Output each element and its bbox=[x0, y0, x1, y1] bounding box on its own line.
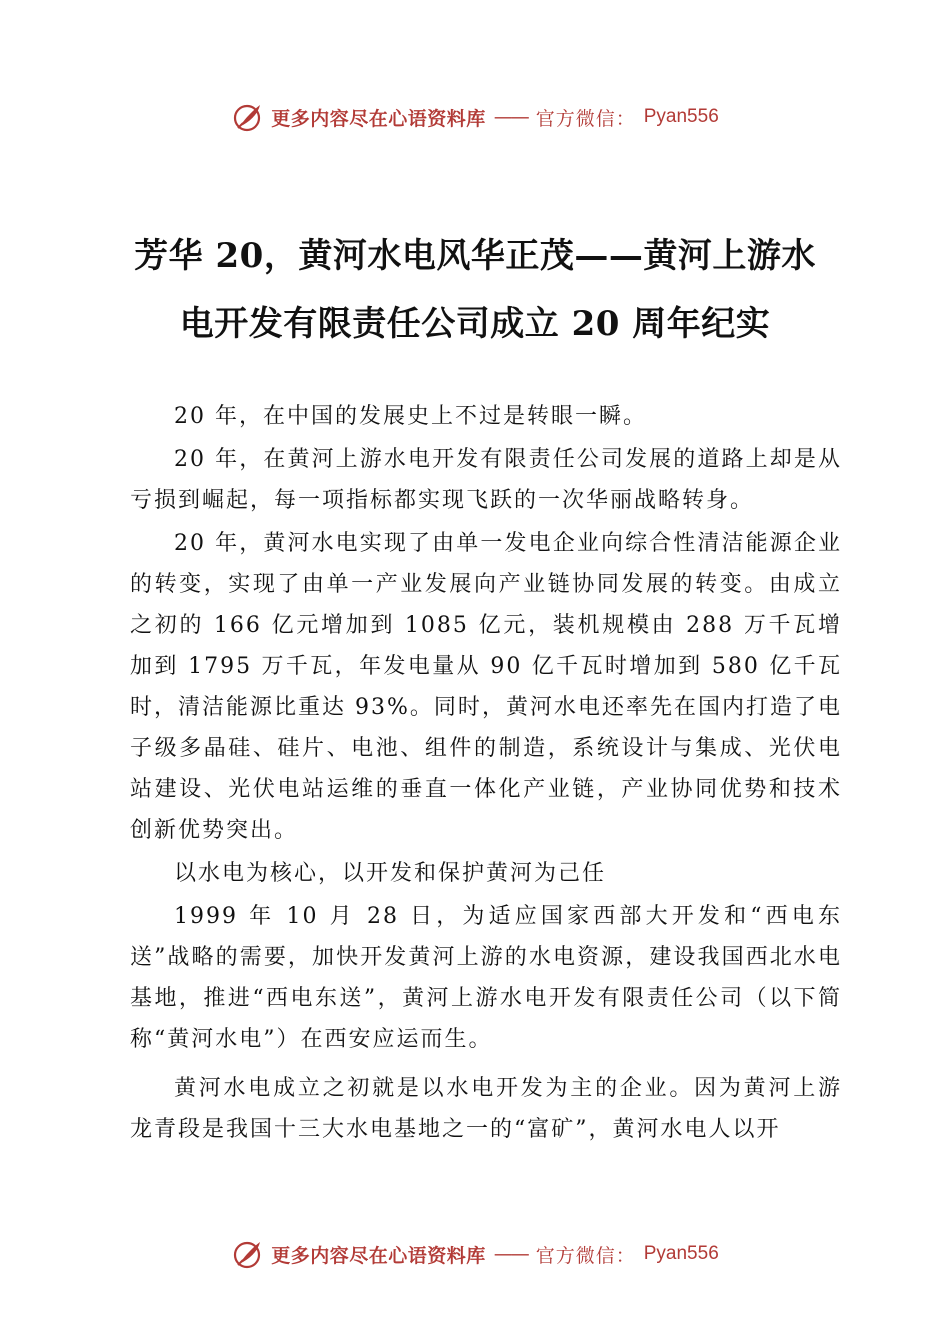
banner-brand: 更多内容尽在心语资料库 bbox=[271, 1244, 486, 1267]
quill-logo-icon bbox=[231, 1238, 263, 1270]
section-heading: 以水电为核心，以开发和保护黄河为己任 bbox=[174, 861, 607, 886]
article-title bbox=[110, 222, 840, 358]
banner-wechat-label: 官方微信： bbox=[535, 107, 636, 130]
paragraph: 20 年，黄河水电实现了由单一发电企业向综合性清洁能源企业的转变，实现了由单一产业发展向产业链协同发展的转变。由成立之初的 166 亿元增加到 1085 亿元，装机规模由 288 万千瓦增加到 1795 万千瓦，年发电量从 90 亿千瓦时增加到 580 亿千瓦时，清洁能源比重达 93%。同时，黄河水电还率先在国内打造了电子级多晶硅、硅片、电池、组件的制造，系统设计与集成、光伏电站建设、光伏电站运维的垂直一体化产业链，产业协同优势和技术创新优势突出。 bbox=[130, 531, 842, 843]
paragraph: 1999 年 10 月 28 日，为适应国家西部大开发和“西电东送”战略的需要，加快开发黄河上游的水电资源，建设我国西北水电基地，推进“西电东送”，黄河上游水电开发有限责任公司（以下简称“黄河水电”）在西安应运而生。 bbox=[130, 904, 842, 1052]
banner-wechat-label: 官方微信： bbox=[535, 1244, 636, 1267]
banner-dash: —— bbox=[493, 106, 528, 128]
quill-logo-icon bbox=[231, 101, 263, 133]
paragraph: 20 年，在黄河上游水电开发有限责任公司发展的道路上却是从亏损到崛起，每一项指标都实现飞跃的一次华丽战略转身。 bbox=[130, 447, 842, 513]
title-line-2: 电开发有限责任公司成立 20 周年纪实 bbox=[179, 304, 771, 344]
paragraph: 黄河水电成立之初就是以水电开发为主的企业。因为黄河上游龙青段是我国十三大水电基地之一的“富矿”，黄河水电人以开 bbox=[130, 1076, 842, 1142]
banner-wechat-id: Pyan556 bbox=[643, 1243, 719, 1264]
header-banner bbox=[0, 95, 950, 139]
article-body bbox=[130, 396, 842, 1150]
footer-banner bbox=[0, 1232, 950, 1276]
banner-brand: 更多内容尽在心语资料库 bbox=[271, 107, 486, 130]
title-line-1: 芳华 20，黄河水电风华正茂——黄河上游水 bbox=[134, 236, 816, 276]
paragraph: 20 年，在中国的发展史上不过是转眼一瞬。 bbox=[174, 404, 647, 429]
banner-wechat-id: Pyan556 bbox=[643, 106, 719, 127]
banner-dash: —— bbox=[493, 1243, 528, 1265]
